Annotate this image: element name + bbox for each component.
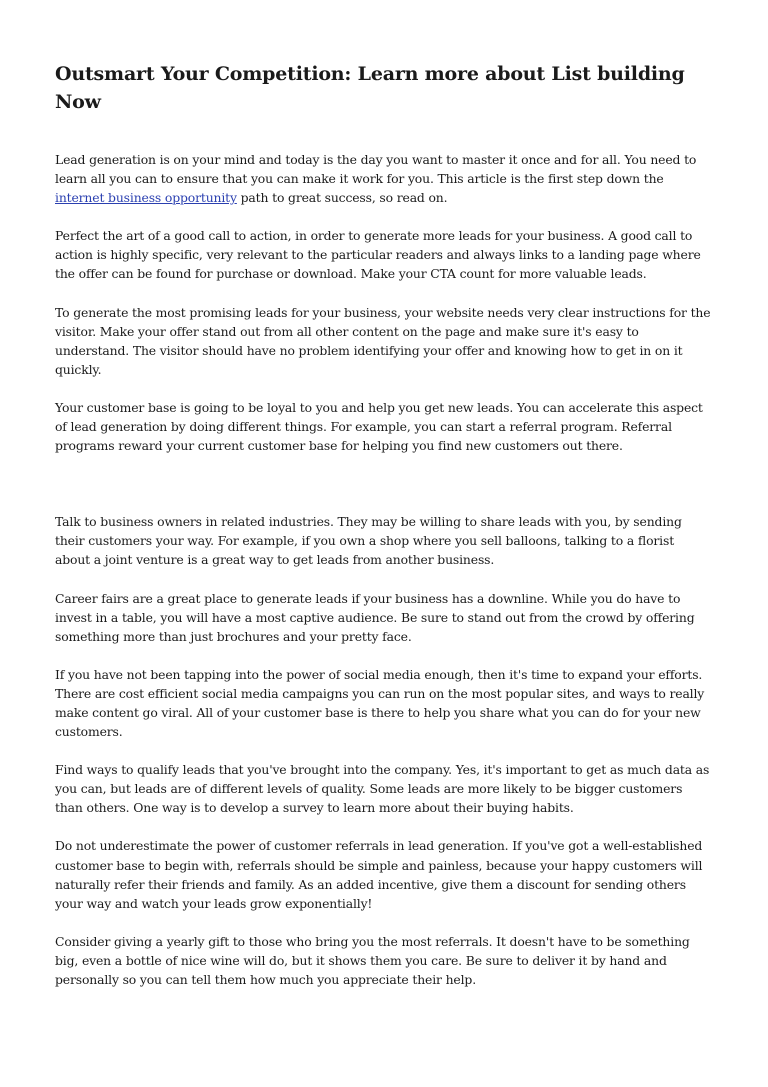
paragraph-8: Find ways to qualify leads that you've brought into the company. Yes, it's important to get as much data as you can, but leads are of different levels of quality. Some leads are more likely to be bigger customers than others. One way is to develop a survey to learn more about their buying habits. — [55, 762, 710, 816]
paragraph-5: Talk to business owners in related industries. They may be willing to share leads with you, by sending their customers your way. For example, if you own a shop where you sell balloons, talking to a florist about a joint venture is a great way to get leads from another business. — [55, 514, 682, 568]
paragraph-10: Consider giving a yearly gift to those who bring you the most referrals. It doesn't have to be something big, even a bottle of nice wine will do, but it shows them you care. Be sure to deliver it by hand and personally so you can tell them how much you appreciate their help. — [55, 933, 690, 987]
paragraph-1-text-before: Lead generation is on your mind and today is the day you want to master it once and for all. You need to learn all you can to ensure that you can make it work for you. This article is the first step down the — [55, 152, 697, 187]
paragraph-7: If you have not been tapping into the power of social media enough, then it's time to expand your efforts. There are cost efficient social media campaigns you can run on the most popular sites, and ways to really make content go viral. All of your customer base is there to help you share what you can do for your new customers. — [55, 666, 705, 740]
page-title: Outsmart Your Competition: Learn more about List building Now — [55, 63, 685, 113]
paragraph-3: To generate the most promising leads for your business, your website needs very clear instructions for the visitor. Make your offer stand out from all other content on the page and make sure it's easy to understand. The visitor should have no problem identifying your offer and knowing how to get in on it quickly. — [55, 304, 711, 377]
paragraph-1-text-after: path to great success, so read on. — [236, 190, 448, 206]
internet-business-opportunity-link[interactable]: internet business opportunity — [55, 190, 237, 206]
paragraph-9: Do not underestimate the power of customer referrals in lead generation. If you've got a well-established customer base to begin with, referrals should be simple and painless, because your happy customers will naturally refer their friends and family. As an added incentive, give them a discount for sending others your way and watch your leads grow exponentially! — [55, 838, 703, 911]
paragraph-6: Career fairs are a great place to generate leads if your business has a downline. While you do have to invest in a table, you will have a most captive audience. Be sure to stand out from the crowd by offering something more than just brochures and your pretty face. — [55, 590, 695, 644]
paragraph-1 — [55, 150, 712, 207]
paragraph-2: Perfect the art of a good call to action, in order to generate more leads for your business. A good call to action is highly specific, very relevant to the particular readers and always links to a landing page where the offer can be found for purchase or download. Make your CTA count for more valuable leads. — [55, 228, 701, 282]
article-body — [55, 150, 712, 989]
paragraph-4: Your customer base is going to be loyal to you and help you get new leads. You can accelerate this aspect of lead generation by doing different things. For example, you can start a referral program. Referral programs reward your current customer base for helping you find new customers out there. — [55, 399, 703, 454]
